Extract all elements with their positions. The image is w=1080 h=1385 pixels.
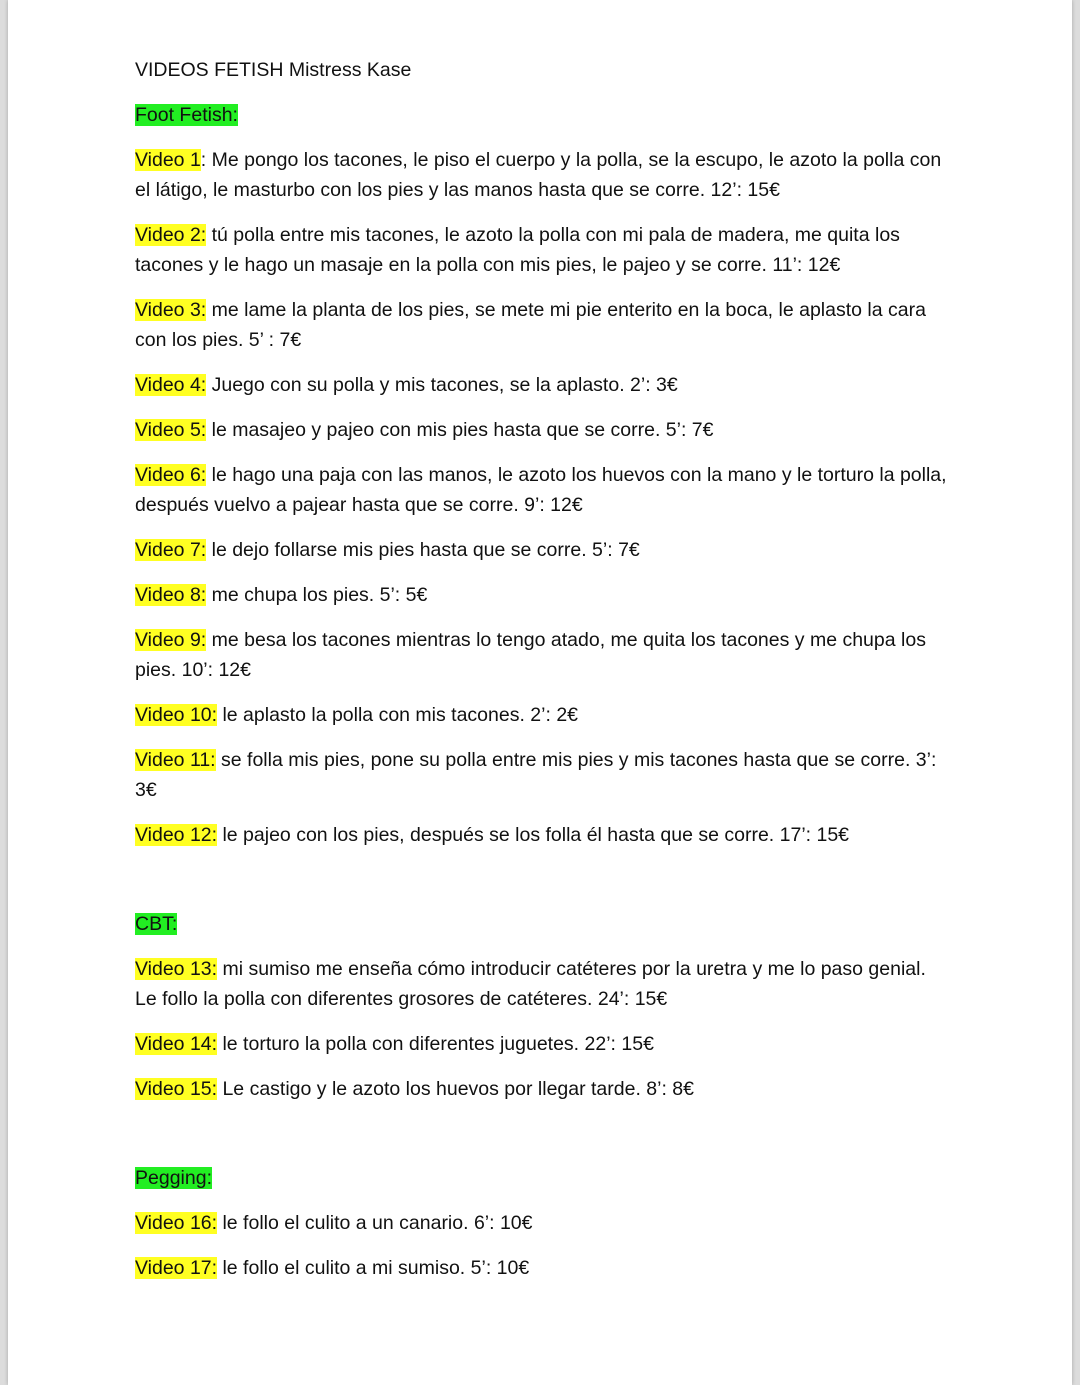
video-description: Le castigo y le azoto los huevos por llegar tarde. 8’: 8€ xyxy=(217,1078,694,1100)
video-description: se folla mis pies, pone su polla entre mis pies y mis tacones hasta que se corre. 3’: 3€ xyxy=(135,749,937,801)
video-entry xyxy=(135,820,950,850)
video-label: Video 10: xyxy=(135,704,218,726)
video-description: le dejo follarse mis pies hasta que se corre. 5’: 7€ xyxy=(206,539,640,561)
video-entry xyxy=(135,700,950,730)
section-heading-foot-fetish xyxy=(135,100,950,130)
video-entry xyxy=(135,415,950,445)
section-heading-label: Foot Fetish: xyxy=(135,104,238,126)
video-entry xyxy=(135,295,950,355)
video-entry xyxy=(135,370,950,400)
video-label: Video 16: xyxy=(135,1212,218,1234)
video-description: le follo el culito a un canario. 6’: 10€ xyxy=(217,1212,533,1234)
video-label: Video 12: xyxy=(135,824,218,846)
section-spacer xyxy=(135,865,950,909)
video-description: tú polla entre mis tacones, le azoto la polla con mi pala de madera, me quita los tacones y le hago un masaje en la polla con mis pies, le pajeo y se corre. 11’: 12€ xyxy=(135,224,900,276)
section-spacer xyxy=(135,1119,950,1163)
video-entry xyxy=(135,1253,950,1283)
video-entry xyxy=(135,1208,950,1238)
section-heading-cbt xyxy=(135,909,950,939)
video-label: Video 9: xyxy=(135,629,207,651)
video-entry xyxy=(135,580,950,610)
video-label: Video 1 xyxy=(135,149,201,171)
video-description: le masajeo y pajeo con mis pies hasta que se corre. 5’: 7€ xyxy=(206,419,714,441)
video-description: me chupa los pies. 5’: 5€ xyxy=(206,584,428,606)
document-title: VIDEOS FETISH Mistress Kase xyxy=(135,59,412,81)
video-entry xyxy=(135,625,950,685)
document-body xyxy=(135,55,950,1298)
video-label: Video 4: xyxy=(135,374,207,396)
section-heading-label: Pegging: xyxy=(135,1167,212,1189)
video-entry xyxy=(135,745,950,805)
video-label: Video 6: xyxy=(135,464,207,486)
video-description: le torturo la polla con diferentes juguetes. 22’: 15€ xyxy=(217,1033,654,1055)
video-description: le aplasto la polla con mis tacones. 2’: 2€ xyxy=(217,704,579,726)
video-entry xyxy=(135,220,950,280)
video-label: Video 13: xyxy=(135,958,218,980)
video-entry xyxy=(135,954,950,1014)
video-entry xyxy=(135,1029,950,1059)
section-heading-label: CBT: xyxy=(135,913,178,935)
video-label: Video 17: xyxy=(135,1257,218,1279)
video-description: le follo el culito a mi sumiso. 5’: 10€ xyxy=(217,1257,530,1279)
video-description: me lame la planta de los pies, se mete mi pie enterito en la boca, le aplasto la cara con los pies. 5’ : 7€ xyxy=(135,299,926,351)
video-entry xyxy=(135,535,950,565)
video-label: Video 11: xyxy=(135,749,216,771)
video-description: le hago una paja con las manos, le azoto los huevos con la mano y le torturo la polla, después vuelvo a pajear hasta que se corre. 9’: 12€ xyxy=(135,464,947,516)
video-description: me besa los tacones mientras lo tengo atado, me quita los tacones y me chupa los pies. 10’: 12€ xyxy=(135,629,926,681)
video-label: Video 2: xyxy=(135,224,207,246)
video-entry xyxy=(135,145,950,205)
video-label: Video 7: xyxy=(135,539,207,561)
video-description: Juego con su polla y mis tacones, se la aplasto. 2’: 3€ xyxy=(206,374,678,396)
document-page xyxy=(8,0,1072,1385)
video-description: mi sumiso me enseña cómo introducir catéteres por la uretra y me lo paso genial. Le follo la polla con diferentes grosores de catéteres. 24’: 15€ xyxy=(135,958,926,1010)
video-description: : Me pongo los tacones, le piso el cuerpo y la polla, se la escupo, le azoto la polla con el látigo, le masturbo con los pies y las manos hasta que se corre. 12’: 15€ xyxy=(135,149,942,201)
video-label: Video 15: xyxy=(135,1078,218,1100)
section-heading-pegging xyxy=(135,1163,950,1193)
video-description: le pajeo con los pies, después se los folla él hasta que se corre. 17’: 15€ xyxy=(217,824,850,846)
video-entry xyxy=(135,1074,950,1104)
video-label: Video 5: xyxy=(135,419,207,441)
video-label: Video 14: xyxy=(135,1033,218,1055)
video-label: Video 3: xyxy=(135,299,207,321)
video-label: Video 8: xyxy=(135,584,207,606)
video-entry xyxy=(135,460,950,520)
